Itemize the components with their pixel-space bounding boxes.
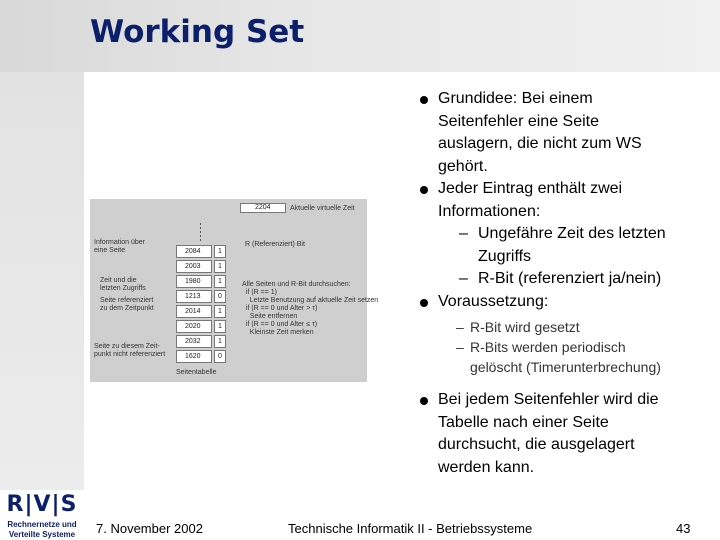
rbit-value: 1 <box>218 263 222 270</box>
page-info-label: Information über eine Seite <box>94 239 145 254</box>
slide-title: Working Set <box>90 14 305 50</box>
logo-line-1: Rechnernetze und <box>7 520 77 529</box>
access-time-cell <box>176 335 212 348</box>
rbit-cell <box>214 350 226 363</box>
rbit-value: 0 <box>218 353 222 360</box>
rvs-logo <box>2 492 82 538</box>
bullet-dot-icon <box>420 397 428 405</box>
logo-letters: R|V|S <box>6 492 78 517</box>
bullet-text: R-Bit (referenziert ja/nein) <box>478 270 662 287</box>
access-time-cell <box>176 275 212 288</box>
rbit-value: 0 <box>218 293 222 300</box>
page-table-row <box>176 305 226 319</box>
left-band <box>0 72 84 490</box>
access-time-value: 1980 <box>185 278 201 285</box>
bullet-text: R-Bits werden periodisch gelöscht (Timerunterbrechung) <box>470 339 661 375</box>
current-time-box <box>240 203 286 213</box>
page-table-row <box>176 335 226 349</box>
rbit-label: R (Referenziert) Bit <box>245 241 305 248</box>
bullet-text: Grundidee: Bei einem Seitenfehler eine Seite auslagern, die nicht zum WS gehört. <box>438 90 642 175</box>
access-time-value: 2032 <box>185 338 201 345</box>
bullet-item-level-1 <box>418 291 713 314</box>
access-time-value: 1213 <box>185 293 201 300</box>
not-referenced-label: Seite zu diesem Zeit- punkt nicht referenziert <box>94 343 166 358</box>
access-time-cell <box>176 260 212 273</box>
page-table-row <box>176 275 226 289</box>
rbit-value: 1 <box>218 323 222 330</box>
bullet-item-level-1 <box>418 178 713 223</box>
bullet-list <box>418 88 713 479</box>
bullet-item-level-1 <box>418 88 713 178</box>
access-time-value: 1620 <box>185 353 201 360</box>
rbit-value: 1 <box>218 338 222 345</box>
bullet-item-level-3 <box>418 337 713 377</box>
access-time-cell <box>176 290 212 303</box>
referenced-label: Seite referenziert zu dem Zeitpunkt <box>100 297 154 312</box>
access-time-value: 2003 <box>185 263 201 270</box>
logo-line-2: Verteilte Systeme <box>8 530 76 539</box>
rbit-value: 1 <box>218 278 222 285</box>
rbit-value: 1 <box>218 308 222 315</box>
bullet-dash-icon: – <box>456 339 464 355</box>
rbit-cell <box>214 275 226 288</box>
rbit-cell <box>214 245 226 258</box>
access-time-cell <box>176 320 212 333</box>
bullet-text: R-Bit wird gesetzt <box>470 319 580 335</box>
bullet-dot-icon <box>420 299 428 307</box>
rbit-cell <box>214 260 226 273</box>
footer-course: Technische Informatik II - Betriebssysteme <box>288 521 533 536</box>
bullet-dot-icon <box>420 96 428 104</box>
bullet-item-level-3 <box>418 317 713 337</box>
rbit-value: 1 <box>218 248 222 255</box>
access-time-cell <box>176 305 212 318</box>
access-time-cell <box>176 350 212 363</box>
current-time-label: Aktuelle virtuelle Zeit <box>290 205 355 212</box>
page-table-label: Seitentabelle <box>176 369 217 376</box>
access-time-cell <box>176 245 212 258</box>
page-table-row <box>176 350 226 364</box>
bullet-dash-icon: – <box>459 270 468 287</box>
bullet-dash-icon: – <box>459 225 468 242</box>
rbit-cell <box>214 290 226 303</box>
page-table-row <box>176 245 226 259</box>
page-table-row <box>176 320 226 334</box>
page-table-row <box>176 290 226 304</box>
page-table-row <box>176 260 226 274</box>
bullet-text: Voraussetzung: <box>438 292 549 310</box>
bullet-text: Bei jedem Seitenfehler wird die Tabelle nach einer Seite durchsucht, die ausgelagert werden kann. <box>438 391 659 476</box>
bullet-item-level-2 <box>418 268 713 291</box>
bullet-text: Jeder Eintrag enthält zwei Informationen: <box>438 180 623 220</box>
access-time-value: 2014 <box>185 308 201 315</box>
algorithm-text: Alle Seiten und R-Bit durchsuchen: if (R == 1) Letzte Benutzung auf aktuelle Zeit setzen if (R == 0 und Alter > τ) Seite entfernen if (R == 0 und Alter ≤ τ) Kleinste Zeit merken <box>242 281 379 336</box>
rbit-cell <box>214 305 226 318</box>
bullet-dot-icon <box>420 186 428 194</box>
bullet-item-level-2 <box>418 223 713 268</box>
last-access-label: Zeit und die letzten Zugriffs <box>100 277 146 292</box>
current-time-value: 2204 <box>255 204 271 211</box>
dotted-connector <box>200 223 201 243</box>
access-time-value: 2084 <box>185 248 201 255</box>
page-table <box>176 245 226 367</box>
bullet-dash-icon: – <box>456 319 464 335</box>
footer-page-number: 43 <box>676 521 691 536</box>
rbit-cell <box>214 320 226 333</box>
footer-date: 7. November 2002 <box>96 521 203 536</box>
bullet-text: Ungefähre Zeit des letzten Zugriffs <box>478 225 666 265</box>
working-set-figure <box>90 199 379 382</box>
rbit-cell <box>214 335 226 348</box>
bullet-item-level-1 <box>418 389 713 479</box>
access-time-value: 2020 <box>185 323 201 330</box>
